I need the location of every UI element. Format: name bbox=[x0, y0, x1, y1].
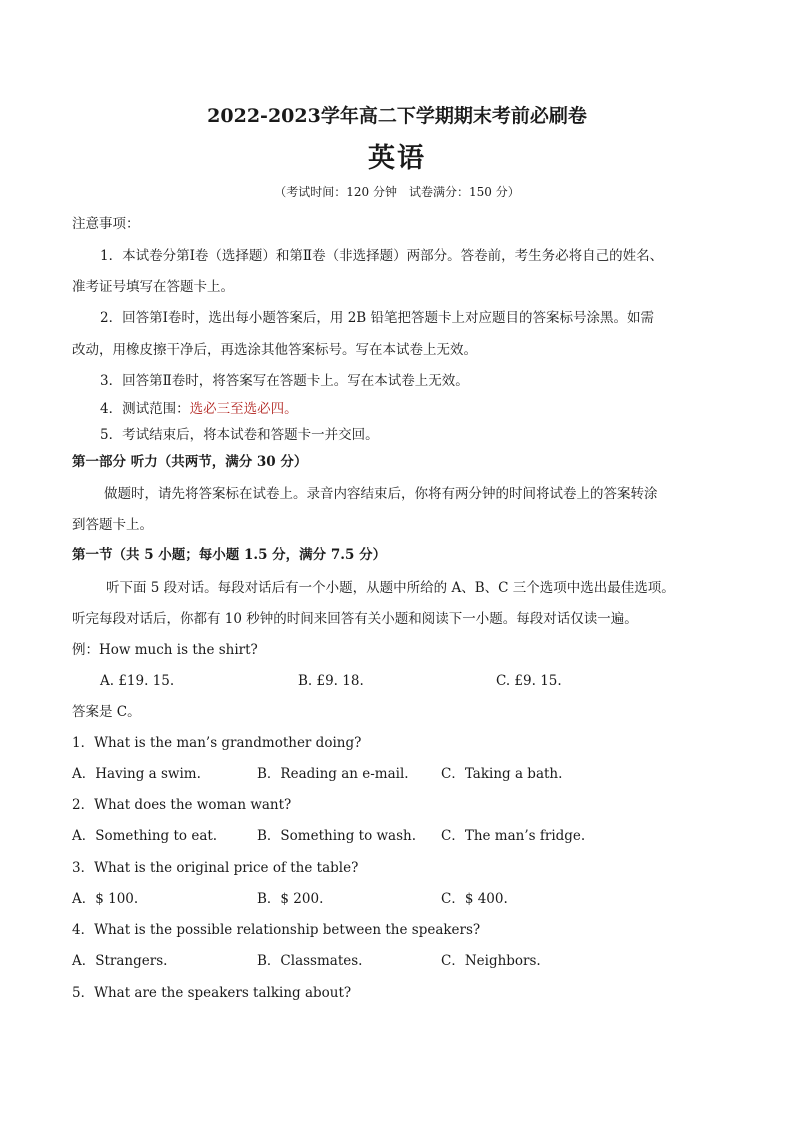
question-4: 4．What is the possible relationship between the speakers? bbox=[72, 922, 481, 938]
note-item-1-line-2: 准考证号填写在答题卡上。 bbox=[72, 279, 234, 295]
note-item-5: 5．考试结束后，将本试卷和答题卡一并交回。 bbox=[100, 427, 379, 443]
example-option-a: A. £19. 15. bbox=[100, 673, 175, 689]
part1-instr-line-1: 做题时，请先将答案标在试卷上。录音内容结束后，你将有两分钟的时间将试卷上的答案转涂 bbox=[104, 486, 658, 502]
note-item-4 bbox=[100, 399, 298, 419]
notes-heading: 注意事项： bbox=[72, 216, 140, 232]
question-2-option-c: C．The man’s fridge. bbox=[441, 828, 586, 844]
question-3-option-c: C．$ 400. bbox=[441, 891, 508, 907]
question-2-option-b: B．Something to wash. bbox=[257, 828, 417, 844]
note-item-2-line-1: 2．回答第Ⅰ卷时，选出每小题答案后，用 2B 铅笔把答题卡上对应题目的答案标号涂黑。如需 bbox=[100, 310, 655, 326]
note-item-4-label: 4．测试范围： bbox=[100, 401, 190, 417]
question-5: 5．What are the speakers talking about? bbox=[72, 985, 352, 1001]
question-1: 1．What is the man’s grandmother doing? bbox=[72, 735, 362, 751]
exam-title: 2022-2023学年高二下学期期末考前必刷卷 bbox=[207, 105, 587, 127]
question-4-option-c: C．Neighbors. bbox=[441, 953, 541, 969]
example-option-c: C. £9. 15. bbox=[496, 673, 562, 689]
question-2-option-a: A．Something to eat. bbox=[72, 828, 218, 844]
section1-instr-line-1: 听下面 5 段对话。每段对话后有一个小题，从题中所给的 A、B、C 三个选项中选出最佳选项。 bbox=[106, 580, 675, 596]
note-item-3: 3．回答第Ⅱ卷时，将答案写在答题卡上。写在本试卷上无效。 bbox=[100, 373, 469, 389]
question-3-option-a: A．$ 100. bbox=[72, 891, 139, 907]
question-4-option-b: B．Classmates. bbox=[257, 953, 363, 969]
question-3-option-b: B．$ 200. bbox=[257, 891, 324, 907]
test-scope: 选必三至选必四 bbox=[189, 401, 285, 417]
question-1-option-b: B．Reading an e-mail. bbox=[257, 766, 409, 782]
note-item-4-end: 。 bbox=[284, 401, 298, 417]
question-2: 2．What does the woman want? bbox=[72, 797, 292, 813]
note-item-2-line-2: 改动，用橡皮擦干净后，再选涂其他答案标号。写在本试卷上无效。 bbox=[72, 342, 477, 358]
subject-title: 英语 bbox=[368, 143, 426, 174]
part1-heading: 第一部分 听力（共两节，满分 30 分） bbox=[72, 454, 308, 470]
example-question: 例：How much is the shirt? bbox=[72, 642, 258, 658]
question-4-option-a: A．Strangers. bbox=[72, 953, 168, 969]
part1-instr-line-2: 到答题卡上。 bbox=[72, 517, 153, 533]
example-option-b: B. £9. 18. bbox=[298, 673, 364, 689]
example-answer: 答案是 C。 bbox=[72, 704, 141, 720]
exam-info: （考试时间：120 分钟 试卷满分：150 分） bbox=[274, 185, 520, 199]
question-3: 3．What is the original price of the table? bbox=[72, 860, 359, 876]
question-1-option-a: A．Having a swim. bbox=[72, 766, 201, 782]
question-1-option-c: C．Taking a bath. bbox=[441, 766, 563, 782]
section1-instr-line-2: 听完每段对话后，你都有 10 秒钟的时间来回答有关小题和阅读下一小题。每段对话仅读一遍。 bbox=[72, 611, 638, 627]
section1-heading: 第一节（共 5 小题；每小题 1.5 分，满分 7.5 分） bbox=[72, 547, 387, 563]
note-item-1-line-1: 1．本试卷分第Ⅰ卷（选择题）和第Ⅱ卷（非选择题）两部分。答卷前，考生务必将自己的姓名、 bbox=[100, 248, 664, 264]
